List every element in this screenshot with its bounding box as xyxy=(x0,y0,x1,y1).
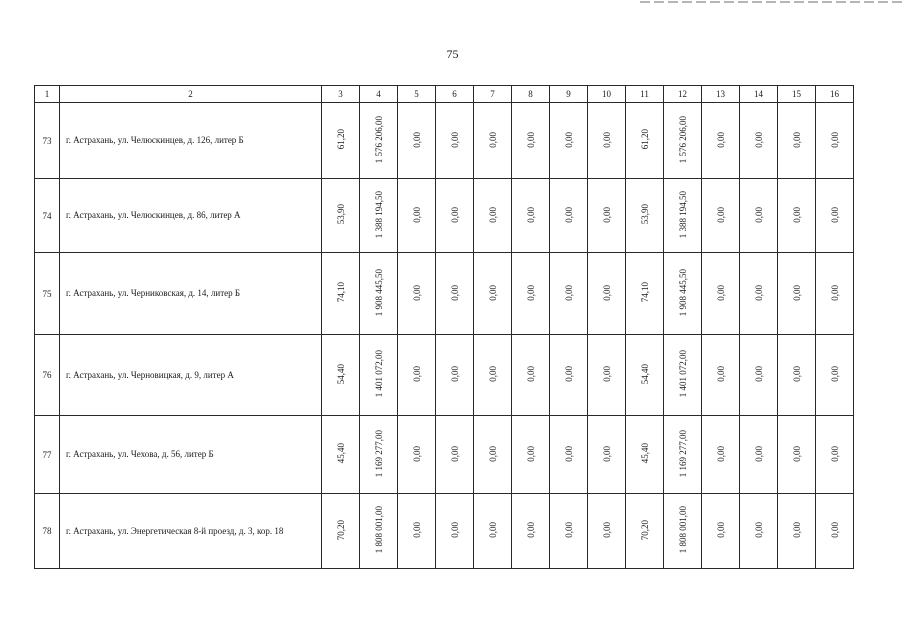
value-cell xyxy=(474,335,512,416)
value-text: 0,00 xyxy=(411,522,422,538)
value-cell xyxy=(436,335,474,416)
value-text: 0,00 xyxy=(829,284,840,301)
value-cell xyxy=(778,179,816,253)
column-header-14: 14 xyxy=(740,86,778,103)
value-cell xyxy=(550,494,588,569)
value-text: 0,00 xyxy=(525,206,536,223)
column-header-13: 13 xyxy=(702,86,740,103)
value-cell xyxy=(322,179,360,253)
value-text: 61,20 xyxy=(335,129,346,150)
value-text: 1 908 445,50 xyxy=(373,268,384,317)
value-cell xyxy=(740,179,778,253)
value-cell xyxy=(702,335,740,416)
value-text: 0,00 xyxy=(601,522,612,538)
value-cell xyxy=(664,179,702,253)
value-text: 0,00 xyxy=(791,522,802,538)
column-header-8: 8 xyxy=(512,86,550,103)
value-text: 70,20 xyxy=(335,519,346,541)
value-text: 1 169 277,00 xyxy=(677,429,688,478)
value-cell xyxy=(474,494,512,569)
column-header-5: 5 xyxy=(398,86,436,103)
value-text: 0,00 xyxy=(449,366,460,382)
table-row xyxy=(35,253,854,335)
value-text: 0,00 xyxy=(753,522,764,538)
row-number: 75 xyxy=(35,253,60,335)
value-cell xyxy=(474,253,512,335)
value-cell xyxy=(398,179,436,253)
value-text: 0,00 xyxy=(791,131,802,148)
value-cell xyxy=(588,416,626,494)
value-cell xyxy=(588,253,626,335)
value-cell xyxy=(626,179,664,253)
value-text: 0,00 xyxy=(487,284,498,301)
value-text: 0,00 xyxy=(525,131,536,148)
value-text: 0,00 xyxy=(753,366,764,382)
value-cell xyxy=(436,416,474,494)
value-cell xyxy=(360,179,398,253)
value-text: 54,40 xyxy=(639,363,650,385)
value-cell xyxy=(740,416,778,494)
value-text: 0,00 xyxy=(715,445,726,462)
value-cell xyxy=(778,253,816,335)
table-row xyxy=(35,103,854,179)
property-table xyxy=(34,85,854,569)
table-row xyxy=(35,179,854,253)
value-text: 53,90 xyxy=(335,204,346,225)
value-cell xyxy=(588,179,626,253)
value-text: 45,40 xyxy=(639,443,650,464)
value-cell xyxy=(816,253,854,335)
value-text: 0,00 xyxy=(525,522,536,538)
value-cell xyxy=(322,253,360,335)
value-text: 0,00 xyxy=(791,366,802,382)
value-cell xyxy=(550,335,588,416)
value-text: 0,00 xyxy=(449,131,460,148)
value-text: 1 388 194,50 xyxy=(677,190,688,239)
value-cell xyxy=(360,416,398,494)
value-text: 0,00 xyxy=(753,206,764,223)
value-text: 0,00 xyxy=(829,131,840,148)
value-text: 0,00 xyxy=(601,366,612,382)
value-text: 0,00 xyxy=(449,206,460,223)
value-text: 0,00 xyxy=(563,445,574,462)
value-cell xyxy=(322,335,360,416)
value-cell xyxy=(512,335,550,416)
value-cell xyxy=(740,335,778,416)
value-text: 0,00 xyxy=(487,445,498,462)
value-cell xyxy=(512,179,550,253)
value-cell xyxy=(626,416,664,494)
value-text: 0,00 xyxy=(411,366,422,382)
value-text: 0,00 xyxy=(487,522,498,538)
value-text: 0,00 xyxy=(715,522,726,538)
value-cell xyxy=(322,494,360,569)
row-number: 74 xyxy=(35,179,60,253)
value-cell xyxy=(398,103,436,179)
value-cell xyxy=(778,494,816,569)
scan-edge-artifact xyxy=(640,1,905,3)
value-cell xyxy=(664,103,702,179)
value-text: 0,00 xyxy=(563,366,574,382)
value-cell xyxy=(702,494,740,569)
value-cell xyxy=(816,335,854,416)
value-cell xyxy=(588,335,626,416)
value-cell xyxy=(816,103,854,179)
value-text: 0,00 xyxy=(753,445,764,462)
value-cell xyxy=(398,253,436,335)
address-cell: г. Астрахань, ул. Челюскинцев, д. 86, литер А xyxy=(60,179,322,253)
value-text: 0,00 xyxy=(525,284,536,301)
value-cell xyxy=(778,416,816,494)
column-header-11: 11 xyxy=(626,86,664,103)
value-text: 0,00 xyxy=(715,131,726,148)
address-cell: г. Астрахань, ул. Челюскинцев, д. 126, литер Б xyxy=(60,103,322,179)
table-row xyxy=(35,335,854,416)
value-cell xyxy=(512,494,550,569)
value-cell xyxy=(740,103,778,179)
value-text: 0,00 xyxy=(487,131,498,148)
column-header-10: 10 xyxy=(588,86,626,103)
value-text: 0,00 xyxy=(411,206,422,223)
value-cell xyxy=(436,253,474,335)
value-cell xyxy=(550,253,588,335)
value-text: 0,00 xyxy=(411,284,422,301)
value-cell xyxy=(550,416,588,494)
row-number: 73 xyxy=(35,103,60,179)
value-cell xyxy=(702,253,740,335)
value-cell xyxy=(588,103,626,179)
value-text: 1 169 277,00 xyxy=(373,429,384,478)
value-cell xyxy=(474,416,512,494)
value-text: 0,00 xyxy=(601,284,612,301)
page-number: 75 xyxy=(446,47,459,61)
value-cell xyxy=(398,335,436,416)
value-cell xyxy=(664,335,702,416)
value-text: 0,00 xyxy=(449,445,460,462)
address-cell: г. Астрахань, ул. Энергетическая 8-й проезд, д. 3, кор. 18 xyxy=(60,494,322,569)
value-cell xyxy=(360,253,398,335)
column-header-12: 12 xyxy=(664,86,702,103)
column-header-3: 3 xyxy=(322,86,360,103)
value-text: 0,00 xyxy=(791,284,802,301)
value-cell xyxy=(512,103,550,179)
value-cell xyxy=(740,494,778,569)
column-header-4: 4 xyxy=(360,86,398,103)
value-cell xyxy=(664,494,702,569)
address-cell: г. Астрахань, ул. Чехова, д. 56, литер Б xyxy=(60,416,322,494)
value-text: 0,00 xyxy=(449,284,460,301)
value-text: 1 808 001,00 xyxy=(677,506,688,554)
column-header-1: 1 xyxy=(35,86,60,103)
value-text: 0,00 xyxy=(563,522,574,538)
value-cell xyxy=(512,253,550,335)
value-text: 0,00 xyxy=(449,522,460,538)
value-text: 53,90 xyxy=(639,204,650,225)
value-cell xyxy=(626,335,664,416)
value-cell xyxy=(816,179,854,253)
value-text: 1 388 194,50 xyxy=(373,190,384,239)
value-text: 0,00 xyxy=(829,445,840,462)
value-cell xyxy=(778,103,816,179)
value-text: 1 401 072,00 xyxy=(373,350,384,398)
value-cell xyxy=(778,335,816,416)
value-cell xyxy=(702,179,740,253)
value-cell xyxy=(664,416,702,494)
row-number: 77 xyxy=(35,416,60,494)
column-header-15: 15 xyxy=(778,86,816,103)
value-cell xyxy=(626,253,664,335)
value-cell xyxy=(702,416,740,494)
value-text: 0,00 xyxy=(753,131,764,148)
column-header-6: 6 xyxy=(436,86,474,103)
value-text: 0,00 xyxy=(601,206,612,223)
value-text: 0,00 xyxy=(715,366,726,382)
value-text: 0,00 xyxy=(411,445,422,462)
value-cell xyxy=(322,103,360,179)
value-cell xyxy=(436,103,474,179)
value-text: 0,00 xyxy=(791,445,802,462)
value-cell xyxy=(512,416,550,494)
value-text: 0,00 xyxy=(487,366,498,382)
table-row xyxy=(35,416,854,494)
value-cell xyxy=(588,494,626,569)
value-cell xyxy=(664,253,702,335)
column-header-16: 16 xyxy=(816,86,854,103)
value-cell xyxy=(816,416,854,494)
value-cell xyxy=(550,179,588,253)
value-text: 0,00 xyxy=(487,206,498,223)
value-cell xyxy=(626,494,664,569)
value-cell xyxy=(322,416,360,494)
value-cell xyxy=(436,494,474,569)
value-text: 0,00 xyxy=(563,284,574,301)
value-text: 1 576 206,00 xyxy=(373,115,384,164)
value-text: 70,20 xyxy=(639,519,650,541)
value-cell xyxy=(550,103,588,179)
value-cell xyxy=(398,416,436,494)
value-cell xyxy=(474,103,512,179)
value-text: 0,00 xyxy=(525,366,536,382)
value-cell xyxy=(626,103,664,179)
value-cell xyxy=(360,103,398,179)
value-text: 0,00 xyxy=(753,284,764,301)
value-text: 54,40 xyxy=(335,363,346,385)
value-text: 45,40 xyxy=(335,443,346,464)
value-text: 1 908 445,50 xyxy=(677,268,688,317)
value-text: 74,10 xyxy=(335,282,346,303)
value-cell xyxy=(360,494,398,569)
value-text: 1 576 206,00 xyxy=(677,115,688,164)
value-cell xyxy=(398,494,436,569)
address-cell: г. Астрахань, ул. Черновицкая, д. 9, литер А xyxy=(60,335,322,416)
value-text: 74,10 xyxy=(639,282,650,303)
row-number: 76 xyxy=(35,335,60,416)
value-text: 0,00 xyxy=(829,206,840,223)
value-text: 1 401 072,00 xyxy=(677,350,688,398)
value-text: 0,00 xyxy=(601,131,612,148)
column-header-9: 9 xyxy=(550,86,588,103)
value-cell xyxy=(816,494,854,569)
value-cell xyxy=(740,253,778,335)
table-row xyxy=(35,494,854,569)
address-cell: г. Астрахань, ул. Черниковская, д. 14, литер Б xyxy=(60,253,322,335)
value-text: 0,00 xyxy=(525,445,536,462)
row-number: 78 xyxy=(35,494,60,569)
value-text: 0,00 xyxy=(829,366,840,382)
value-text: 0,00 xyxy=(563,131,574,148)
value-text: 1 808 001,00 xyxy=(373,506,384,554)
column-header-7: 7 xyxy=(474,86,512,103)
value-text: 0,00 xyxy=(829,522,840,538)
header-row xyxy=(35,86,854,103)
value-text: 0,00 xyxy=(715,284,726,301)
column-header-2: 2 xyxy=(60,86,322,103)
value-cell xyxy=(474,179,512,253)
value-text: 0,00 xyxy=(715,206,726,223)
value-text: 0,00 xyxy=(563,206,574,223)
value-cell xyxy=(702,103,740,179)
value-cell xyxy=(360,335,398,416)
value-text: 0,00 xyxy=(601,445,612,462)
value-cell xyxy=(436,179,474,253)
value-text: 61,20 xyxy=(639,129,650,150)
value-text: 0,00 xyxy=(791,206,802,223)
value-text: 0,00 xyxy=(411,131,422,148)
